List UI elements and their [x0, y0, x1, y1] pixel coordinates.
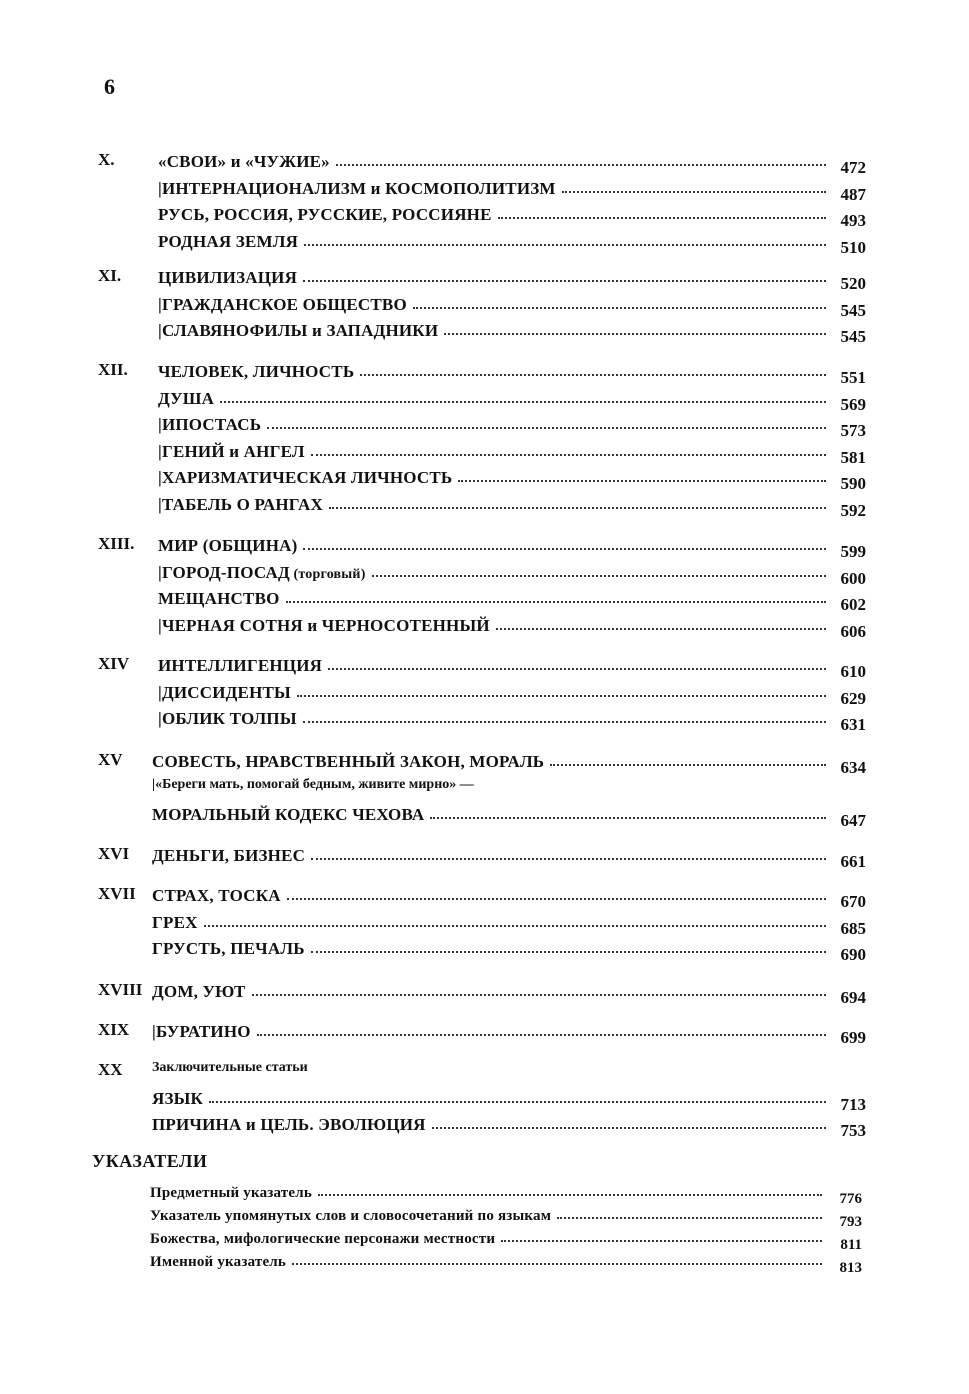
entry-title: МЕЩАНСТВО [158, 589, 284, 609]
leader-dots [496, 628, 826, 630]
entry-title: ИНТЕЛЛИГЕНЦИЯ [158, 656, 326, 676]
leader-dots [303, 721, 826, 723]
entry-page: 631 [840, 715, 866, 734]
leader-dots [304, 244, 826, 246]
entry-page: 685 [840, 918, 866, 938]
toc-entry [158, 146, 866, 177]
entry-page: 510 [840, 237, 866, 257]
leader-dots [444, 333, 826, 335]
entry-title: ЯЗЫК [152, 1089, 207, 1109]
entry-title: «СВОИ» и «ЧУЖИЕ» [158, 152, 334, 172]
entry-page: 694 [840, 988, 866, 1007]
leader-dots [318, 1194, 822, 1196]
entry-page: 670 [840, 892, 866, 911]
toc-entry [158, 650, 866, 681]
leader-dots [562, 191, 826, 193]
entry-title: РУСЬ, РОССИЯ, РУССКИЕ, РОССИЯНЕ [158, 205, 496, 225]
chapter-note: Заключительные статьи [152, 1060, 308, 1075]
entry-title: |БУРАТИНО [152, 1022, 255, 1042]
toc-entry [158, 409, 866, 440]
entry-page: 606 [840, 621, 866, 641]
entry-page: 776 [839, 1191, 862, 1207]
entry-page: 599 [840, 542, 866, 561]
toc-entry [158, 289, 866, 320]
toc-entry [158, 489, 866, 520]
indexes-heading: УКАЗАТЕЛИ [92, 1151, 208, 1171]
entry-title: |ЧЕРНАЯ СОТНЯ и ЧЕРНОСОТЕННЫЙ [158, 616, 494, 636]
chapter-number: XVI [98, 844, 130, 863]
entry-title: ДЕНЬГИ, БИЗНЕС [152, 846, 309, 866]
chapter-number: XIII. [98, 534, 135, 553]
toc-entry [152, 976, 866, 1007]
entry-page: 753 [840, 1121, 866, 1140]
chapter-number: XII. [98, 360, 128, 379]
entry-page: 592 [840, 500, 866, 520]
leader-dots [336, 164, 826, 166]
entry-page: 472 [840, 158, 866, 177]
entry-page: 545 [840, 327, 866, 346]
entry-title: |ГРАЖДАНСКОЕ ОБЩЕСТВО [158, 295, 411, 315]
chapter-number: XIV [98, 654, 130, 673]
leader-dots [287, 898, 826, 900]
entry-page: 629 [840, 688, 866, 708]
toc-entry [158, 610, 866, 641]
entry-title: |ХАРИЗМАТИЧЕСКАЯ ЛИЧНОСТЬ [158, 468, 456, 488]
entry-page: 713 [840, 1094, 866, 1114]
toc-entry [158, 356, 866, 387]
leader-dots [430, 817, 826, 819]
entry-page: 551 [840, 368, 866, 387]
leader-dots [303, 548, 826, 550]
toc-entry [158, 583, 866, 614]
entry-title: |ТАБЕЛЬ О РАНГАХ [158, 495, 327, 515]
entry-title: ЦИВИЛИЗАЦИЯ [158, 268, 301, 288]
leader-dots [501, 1240, 822, 1242]
entry-page: 520 [840, 274, 866, 293]
toc-entry [152, 933, 866, 964]
entry-page: 569 [840, 394, 866, 414]
toc-entry [152, 907, 866, 938]
entry-page: 581 [840, 447, 866, 467]
leader-dots [311, 454, 826, 456]
entry-title: |ИПОСТАСЬ [158, 415, 265, 435]
leader-dots [220, 401, 826, 403]
toc-entry [150, 1245, 862, 1276]
entry-title: |ИНТЕРНАЦИОНАЛИЗМ и КОСМОПОЛИТИЗМ [158, 179, 560, 199]
leader-dots [297, 695, 826, 697]
toc-entry [152, 746, 866, 777]
chapter-number: XV [98, 750, 123, 769]
entry-title: |ДИССИДЕНТЫ [158, 683, 295, 703]
entry-title: |ГОРОД-ПОСАД (торговый) [158, 563, 370, 583]
entry-page: 699 [840, 1028, 866, 1047]
entry-title: РОДНАЯ ЗЕМЛЯ [158, 232, 302, 252]
toc-entry [158, 315, 866, 346]
leader-dots [252, 994, 826, 996]
toc-entry [152, 1109, 866, 1140]
leader-dots [311, 951, 826, 953]
entry-title: |СЛАВЯНОФИЛЫ и ЗАПАДНИКИ [158, 321, 442, 341]
entry-title: СОВЕСТЬ, НРАВСТВЕННЫЙ ЗАКОН, МОРАЛЬ [152, 752, 548, 772]
leader-dots [328, 668, 826, 670]
leader-dots [413, 307, 826, 309]
leader-dots [303, 280, 826, 282]
chapter-number: XVIII [98, 980, 143, 999]
leader-dots [329, 507, 826, 509]
toc-entry [158, 199, 866, 230]
entry-title: Именной указатель [150, 1254, 290, 1271]
chapter-number: XVII [98, 884, 136, 903]
leader-dots [311, 858, 826, 860]
chapter-number: XIX [98, 1020, 130, 1039]
entry-title: Указатель упомянутых слов и словосочетаний по языкам [150, 1208, 555, 1225]
leader-dots [498, 217, 826, 219]
entry-page: 573 [840, 421, 866, 440]
entry-title: ПРИЧИНА и ЦЕЛЬ. ЭВОЛЮЦИЯ [152, 1115, 430, 1135]
entry-page: 647 [840, 811, 866, 830]
entry-page: 493 [840, 211, 866, 230]
toc-entry [158, 262, 866, 293]
toc-entry [158, 226, 866, 257]
toc-entry [152, 1083, 866, 1114]
entry-title: СТРАХ, ТОСКА [152, 886, 285, 906]
leader-dots [432, 1127, 826, 1129]
toc-entry [158, 173, 866, 204]
leader-dots [372, 575, 826, 577]
page-number: 6 [104, 74, 115, 99]
entry-page: 634 [840, 758, 866, 777]
chapter-number: XI. [98, 266, 122, 285]
entry-title: ГРУСТЬ, ПЕЧАЛЬ [152, 939, 309, 959]
leader-dots [209, 1101, 826, 1103]
toc-entry [158, 530, 866, 561]
entry-title: ДОМ, УЮТ [152, 982, 250, 1002]
toc-entry [158, 462, 866, 493]
leader-dots [458, 480, 826, 482]
entry-title-note: (торговый) [289, 566, 366, 582]
toc-entry [158, 383, 866, 414]
entry-title: МИР (ОБЩИНА) [158, 536, 301, 556]
entry-page: 487 [840, 184, 866, 204]
entry-title: Предметный указатель [150, 1185, 316, 1202]
leader-dots [257, 1034, 826, 1036]
entry-title: ЧЕЛОВЕК, ЛИЧНОСТЬ [158, 362, 358, 382]
leader-dots [204, 925, 826, 927]
leader-dots [292, 1263, 822, 1265]
chapter-note: |«Береги мать, помогай бедным, живите мирно» — [152, 776, 474, 792]
entry-title: Божества, мифологические персонажи местности [150, 1231, 499, 1248]
leader-dots [557, 1217, 822, 1219]
entry-page: 590 [840, 474, 866, 493]
entry-page: 545 [840, 300, 866, 320]
chapter-number: XX [98, 1060, 123, 1079]
toc-entry [152, 799, 866, 830]
entry-title: |ОБЛИК ТОЛПЫ [158, 709, 301, 729]
entry-page: 661 [840, 852, 866, 871]
toc-entry [152, 880, 866, 911]
toc-entry [152, 1016, 866, 1047]
toc-entry [158, 436, 866, 467]
toc-entry [158, 677, 866, 708]
entry-title: МОРАЛЬНЫЙ КОДЕКС ЧЕХОВА [152, 805, 428, 825]
entry-title: |ГЕНИЙ и АНГЕЛ [158, 442, 309, 462]
entry-page: 600 [840, 568, 866, 588]
entry-page: 690 [840, 945, 866, 964]
entry-title: ГРЕХ [152, 913, 202, 933]
toc-entry [158, 557, 866, 588]
leader-dots [286, 601, 826, 603]
chapter-number: X. [98, 150, 115, 169]
entry-page: 813 [839, 1260, 862, 1276]
toc-entry [158, 703, 866, 734]
leader-dots [267, 427, 826, 429]
leader-dots [550, 764, 826, 766]
toc-entry [152, 840, 866, 871]
entry-page: 602 [840, 595, 866, 614]
entry-title: ДУША [158, 389, 218, 409]
entry-page: 610 [840, 662, 866, 681]
entry-page: 793 [839, 1214, 862, 1230]
leader-dots [360, 374, 826, 376]
entry-page: 811 [840, 1237, 862, 1253]
